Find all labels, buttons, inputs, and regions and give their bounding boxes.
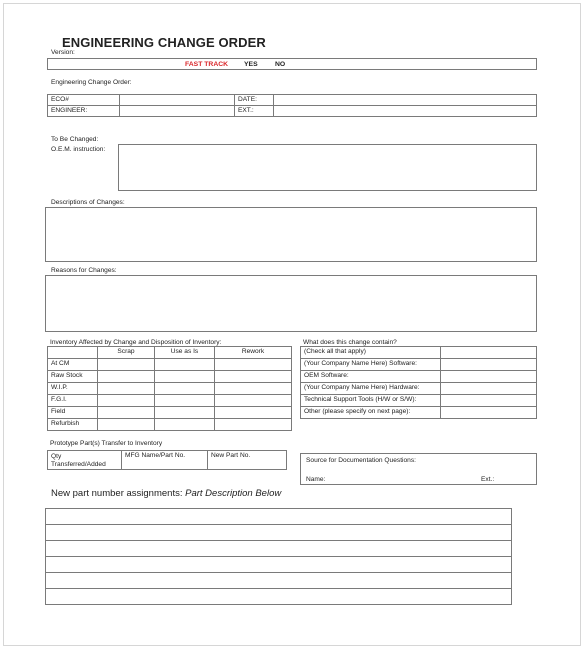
form-title: ENGINEERING CHANGE ORDER <box>62 35 266 50</box>
qty-header <box>48 451 122 470</box>
contains-label: OEM Software: <box>301 371 441 383</box>
inventory-cell[interactable] <box>98 383 155 395</box>
new-part-assign-label: New part number assignments: <box>51 488 186 499</box>
form-page <box>3 3 581 646</box>
descriptions-label: Descriptions of Changes: <box>51 199 125 206</box>
fast-track-label: FAST TRACK <box>185 61 229 68</box>
version-label: Version: <box>51 49 75 56</box>
col-rework: Rework <box>215 347 292 359</box>
contains-check[interactable] <box>441 395 537 407</box>
part-description-row[interactable] <box>46 509 512 525</box>
inventory-cell[interactable] <box>215 371 292 383</box>
contains-label: (Check all that apply) <box>301 347 441 359</box>
row-label: W.I.P. <box>48 383 98 395</box>
inventory-cell[interactable] <box>215 383 292 395</box>
date-label: DATE: <box>235 95 274 106</box>
inventory-cell[interactable] <box>215 419 292 431</box>
eco-label: ECO# <box>48 95 120 106</box>
inventory-cell[interactable] <box>98 395 155 407</box>
descriptions-field[interactable] <box>45 207 537 262</box>
source-heading: Source for Documentation Questions: <box>306 457 416 464</box>
inventory-cell[interactable] <box>155 419 215 431</box>
contains-label: Other (please specify on next page): <box>301 407 441 419</box>
ext-label: EXT.: <box>235 106 274 117</box>
contains-check[interactable] <box>441 371 537 383</box>
inventory-cell[interactable] <box>98 407 155 419</box>
prototype-table <box>47 450 287 470</box>
oem-instruction-label: O.E.M. instruction: <box>51 146 106 153</box>
reasons-label: Reasons for Changes: <box>51 267 117 274</box>
inventory-cell[interactable] <box>155 395 215 407</box>
qty-line2: Transferred/Added <box>51 461 106 469</box>
inventory-cell[interactable] <box>215 395 292 407</box>
contains-check[interactable] <box>441 347 537 359</box>
source-box[interactable] <box>300 453 537 485</box>
part-description-row[interactable] <box>46 573 512 589</box>
row-label: Refurbish <box>48 419 98 431</box>
row-label: At CM <box>48 359 98 371</box>
prototype-heading: Prototype Part(s) Transfer to Inventory <box>50 440 163 447</box>
new-part-heading <box>51 488 281 499</box>
new-part-header: New Part No. <box>208 451 287 470</box>
part-description-table <box>45 508 512 605</box>
inventory-cell[interactable] <box>98 359 155 371</box>
contains-check[interactable] <box>441 359 537 371</box>
row-label: F.G.I. <box>48 395 98 407</box>
part-description-row[interactable] <box>46 557 512 573</box>
inventory-cell[interactable] <box>155 359 215 371</box>
contains-check[interactable] <box>441 383 537 395</box>
inventory-corner <box>48 347 98 359</box>
eco-section-label: Engineering Change Order: <box>51 79 132 86</box>
eco-field[interactable] <box>120 95 235 106</box>
yes-option[interactable]: YES <box>244 61 258 68</box>
fast-track-row[interactable] <box>47 58 537 70</box>
col-use-as-is: Use as Is <box>155 347 215 359</box>
contains-heading: What does this change contain? <box>303 339 397 346</box>
part-description-label: Part Description Below <box>185 488 282 499</box>
mfg-header: MFG Name/Part No. <box>122 451 208 470</box>
row-label: Raw Stock <box>48 371 98 383</box>
date-field[interactable] <box>274 95 537 106</box>
part-description-row[interactable] <box>46 541 512 557</box>
inventory-cell[interactable] <box>155 407 215 419</box>
part-description-row[interactable] <box>46 589 512 605</box>
inventory-cell[interactable] <box>98 371 155 383</box>
inventory-cell[interactable] <box>215 407 292 419</box>
engineer-field[interactable] <box>120 106 235 117</box>
oem-instruction-field[interactable] <box>118 144 537 191</box>
inventory-cell[interactable] <box>155 371 215 383</box>
inventory-cell[interactable] <box>98 419 155 431</box>
reasons-field[interactable] <box>45 275 537 332</box>
ext-field[interactable] <box>274 106 537 117</box>
inventory-cell[interactable] <box>155 383 215 395</box>
contains-check[interactable] <box>441 407 537 419</box>
contains-label: (Your Company Name Here) Hardware: <box>301 383 441 395</box>
eco-table <box>47 94 537 117</box>
qty-line1: Qty <box>51 453 62 460</box>
engineer-label: ENGINEER: <box>48 106 120 117</box>
row-label: Field <box>48 407 98 419</box>
col-scrap: Scrap <box>98 347 155 359</box>
source-ext-label: Ext.: <box>481 476 495 483</box>
source-name-label: Name: <box>306 476 326 483</box>
contains-table <box>300 346 537 419</box>
contains-label: Technical Support Tools (H/W or S/W): <box>301 395 441 407</box>
no-option[interactable]: NO <box>275 61 286 68</box>
contains-label: (Your Company Name Here) Software: <box>301 359 441 371</box>
inventory-heading: Inventory Affected by Change and Disposition of Inventory: <box>50 339 222 346</box>
inventory-cell[interactable] <box>215 359 292 371</box>
to-be-changed-label: To Be Changed: <box>51 136 99 143</box>
inventory-table <box>47 346 292 431</box>
part-description-row[interactable] <box>46 525 512 541</box>
